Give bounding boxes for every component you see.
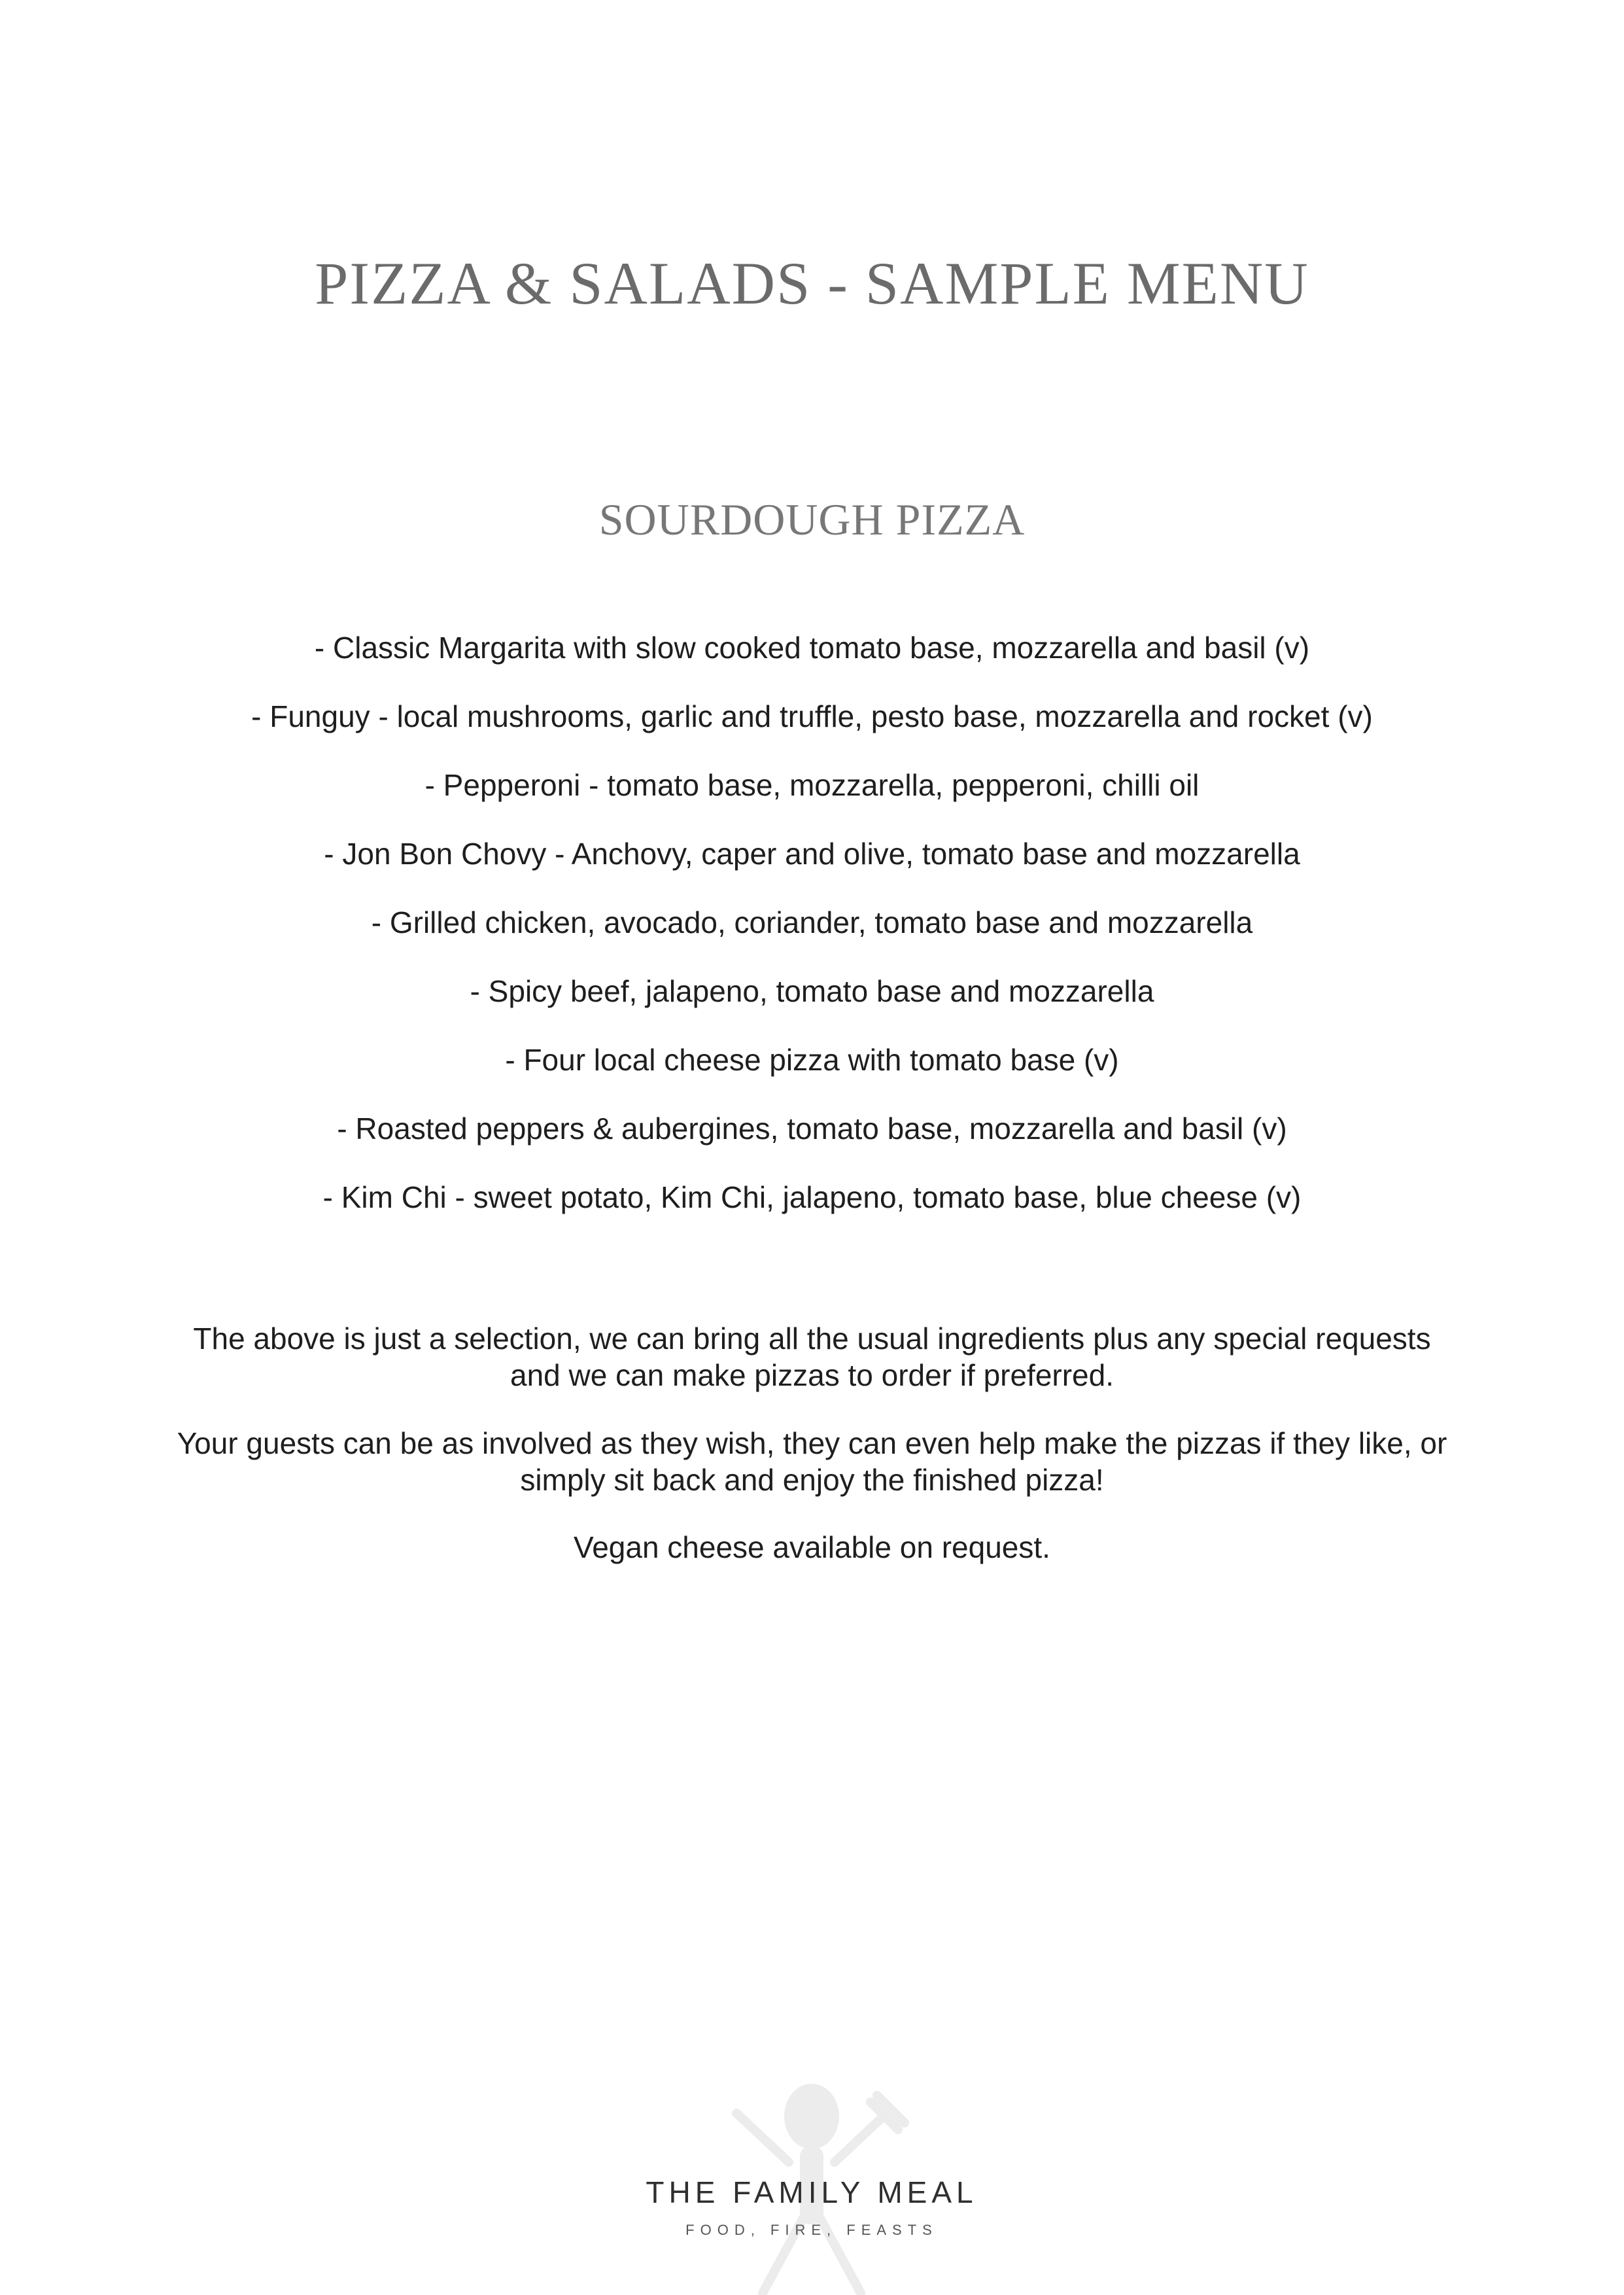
selection-note: The above is just a selection, we can bring all the usual ingredients plus any special requests and we can make pizzas to order if preferred. — [193, 1322, 1431, 1392]
list-item: - Roasted peppers & aubergines, tomato base, mozzarella and basil (v) — [337, 1112, 1287, 1146]
guest-involvement-note: Your guests can be as involved as they wish, they can even help make the pizzas if they like, or simply sit back and enjoy the finished pizza! — [177, 1426, 1447, 1497]
list-item: - Grilled chicken, avocado, coriander, tomato base and mozzarella — [371, 905, 1253, 939]
section-title: SOURDOUGH PIZZA — [598, 495, 1026, 544]
list-item: - Spicy beef, jalapeno, tomato base and mozzarella — [470, 974, 1154, 1008]
page-title: PIZZA & SALADS - SAMPLE MENU — [315, 250, 1309, 317]
brand-tagline: FOOD, FIRE, FEASTS — [685, 2222, 938, 2238]
list-item: - Classic Margarita with slow cooked tomato base, mozzarella and basil (v) — [314, 631, 1310, 665]
list-item: - Jon Bon Chovy - Anchovy, caper and olive, tomato base and mozzarella — [324, 837, 1300, 871]
vegan-note: Vegan cheese available on request. — [574, 1530, 1050, 1564]
list-item: - Four local cheese pizza with tomato base (v) — [505, 1043, 1119, 1077]
list-item: - Kim Chi - sweet potato, Kim Chi, jalapeno, tomato base, blue cheese (v) — [322, 1180, 1302, 1214]
pizza-list — [0, 629, 1624, 1248]
list-item: - Funguy - local mushrooms, garlic and truffle, pesto base, mozzarella and rocket (v) — [251, 699, 1373, 733]
brand-name: THE FAMILY MEAL — [646, 2175, 978, 2209]
brand-logo — [615, 2084, 1008, 2295]
list-item: - Pepperoni - tomato base, mozzarella, pepperoni, chilli oil — [424, 768, 1200, 802]
